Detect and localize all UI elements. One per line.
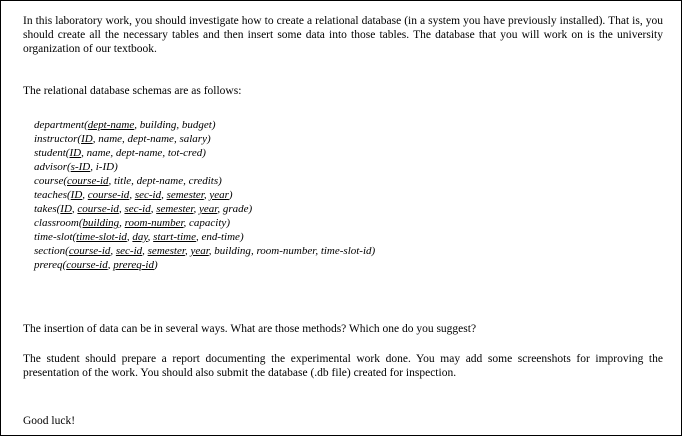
- relation-name: department: [34, 119, 85, 131]
- key-attribute: course-id: [68, 245, 111, 257]
- attribute: title: [114, 175, 132, 187]
- key-attribute: sec-id: [124, 203, 151, 215]
- attribute: tot-cred: [167, 147, 203, 159]
- key-attribute: course-id: [66, 259, 108, 271]
- schema-course: course(course-id, title, dept-name, credits): [34, 175, 222, 187]
- key-attribute: course-id: [87, 189, 130, 201]
- attribute: building: [214, 245, 251, 257]
- intro-paragraph: In this laboratory work, you should investigate how to create a relational database (in a system you have previously installed). That is, you should create all the necessary tables and then insert some data into those tables. The database that you will work on is the university organization of our textbook.: [23, 15, 663, 55]
- key-attribute: semester: [166, 189, 204, 201]
- schema-takes: takes(ID, course-id, sec-id, semester, year, grade): [34, 203, 253, 215]
- schema-prereq: prereq(course-id, prereq-id): [34, 259, 158, 271]
- schema-list: [34, 118, 375, 272]
- attribute: dept-name: [115, 147, 163, 159]
- attribute: dept-name: [136, 175, 184, 187]
- attribute: salary: [179, 133, 207, 145]
- key-attribute: room-number: [124, 217, 184, 229]
- relation-name: time-slot: [34, 231, 73, 243]
- key-attribute: sec-id: [134, 189, 162, 201]
- attribute: name: [86, 147, 111, 159]
- key-attribute: time-slot-id: [76, 231, 127, 243]
- attribute: i-ID: [95, 161, 115, 173]
- key-attribute: building: [82, 217, 120, 229]
- relation-name: advisor: [34, 161, 67, 173]
- relation-name: section: [34, 245, 66, 257]
- schema-department: department(dept-name, building, budget): [34, 119, 216, 131]
- key-attribute: year: [209, 189, 229, 201]
- relation-name: teaches: [34, 189, 67, 201]
- key-attribute: prereq-id: [113, 259, 154, 271]
- attribute: room-number: [256, 245, 316, 257]
- relation-name: takes: [34, 203, 57, 215]
- schema-instructor: instructor(ID, name, dept-name, salary): [34, 133, 211, 145]
- schemas-heading: The relational database schemas are as follows:: [23, 85, 242, 97]
- relation-name: course: [34, 175, 64, 187]
- attribute: building: [139, 119, 177, 131]
- attribute: end-time: [201, 231, 240, 243]
- key-attribute: semester: [147, 245, 185, 257]
- relation-name: instructor: [34, 133, 78, 145]
- schema-time-slot: time-slot(time-slot-id, day, start-time, end-time): [34, 231, 244, 243]
- relation-name: student: [34, 147, 66, 159]
- key-attribute: sec-id: [115, 245, 143, 257]
- key-attribute: ID: [69, 147, 82, 159]
- relation-name: classroom: [34, 217, 79, 229]
- attribute: grade: [222, 203, 249, 215]
- key-attribute: course-id: [77, 203, 119, 215]
- schema-classroom: classroom(building, room-number, capacity): [34, 217, 230, 229]
- key-attribute: start-time: [153, 231, 196, 243]
- report-paragraph: The student should prepare a report documenting the experimental work done. You may add some screenshots for improving the presentation of the work. You should also submit the database (.db file) created for inspection.: [23, 353, 663, 379]
- schema-student: student(ID, name, dept-name, tot-cred): [34, 147, 206, 159]
- key-attribute: course-id: [67, 175, 109, 187]
- schema-teaches: teaches(ID, course-id, sec-id, semester, year): [34, 189, 233, 201]
- key-attribute: year: [198, 203, 218, 215]
- attribute: dept-name: [127, 133, 174, 145]
- attribute: budget: [181, 119, 212, 131]
- schema-advisor: advisor(s-ID, i-ID): [34, 161, 118, 173]
- insertion-question: The insertion of data can be in several ways. What are those methods? Which one do you suggest?: [23, 323, 477, 335]
- relation-name: prereq: [34, 259, 63, 271]
- attribute: capacity: [189, 217, 227, 229]
- key-attribute: dept-name: [87, 119, 135, 131]
- key-attribute: s-ID: [70, 161, 91, 173]
- key-attribute: ID: [60, 203, 72, 215]
- key-attribute: ID: [70, 189, 83, 201]
- attribute: name: [98, 133, 123, 145]
- attribute: time-slot-id: [320, 245, 372, 257]
- closing-text: Good luck!: [23, 415, 76, 427]
- key-attribute: year: [190, 245, 209, 257]
- schema-section: section(course-id, sec-id, semester, year, building, room-number, time-slot-id): [34, 245, 376, 257]
- key-attribute: ID: [81, 133, 93, 145]
- key-attribute: day: [132, 231, 148, 243]
- key-attribute: semester: [156, 203, 194, 215]
- attribute: credits: [188, 175, 219, 187]
